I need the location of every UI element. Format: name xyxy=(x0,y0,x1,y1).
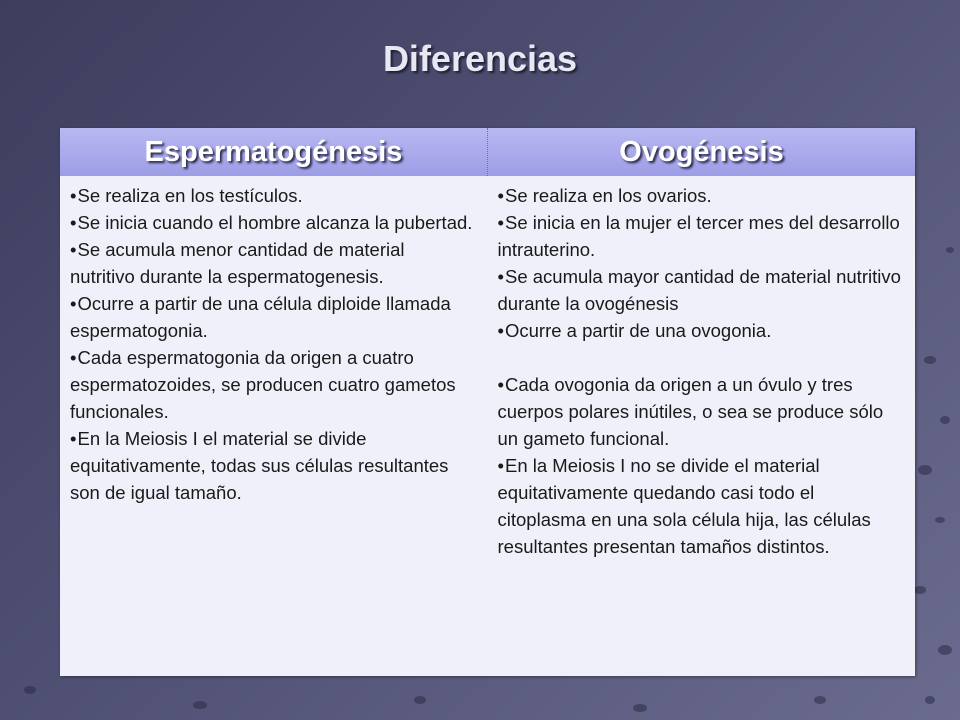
comparison-table xyxy=(60,128,915,676)
list-item: •Se realiza en los ovarios. xyxy=(497,185,712,206)
list-item: •Se acumula mayor cantidad de material nutritivo durante la ovogénesis xyxy=(497,266,901,314)
header-espermatogenesis: Espermatogénesis xyxy=(144,135,403,168)
list-item: •Cada ovogonia da origen a un óvulo y tres cuerpos polares inútiles, o sea se produce sólo un gameto funcional. xyxy=(497,374,884,449)
list-item: •Se inicia cuando el hombre alcanza la pubertad. xyxy=(70,212,473,233)
list-item: •Cada espermatogonia da origen a cuatro espermatozoides, se producen cuatro gametos funcionales. xyxy=(70,347,456,422)
ovogenesis-column xyxy=(490,176,916,560)
list-item: •Ocurre a partir de una célula diploide llamada espermatogonia. xyxy=(70,293,451,341)
header-ovogenesis: Ovogénesis xyxy=(487,128,915,176)
slide-title: Diferencias xyxy=(382,38,578,79)
list-item: •Se realiza en los testículos. xyxy=(70,185,303,206)
list-item: •En la Meiosis I no se divide el material equitativamente quedando casi todo el citoplasma en una sola célula hija, las células resultantes presentan tamaños distintos. xyxy=(497,455,871,557)
list-item: •Se inicia en la mujer el tercer mes del desarrollo intrauterino. xyxy=(497,212,900,260)
espermatogenesis-column xyxy=(60,176,490,560)
table-header-row xyxy=(60,128,915,176)
list-item: •En la Meiosis I el material se divide equitativamente, todas sus células resultantes son de igual tamaño. xyxy=(70,428,449,503)
table-body-row xyxy=(60,176,915,560)
list-item: •Se acumula menor cantidad de material nutritivo durante la espermatogenesis. xyxy=(70,239,405,287)
list-item: •Ocurre a partir de una ovogonia. xyxy=(497,320,772,341)
